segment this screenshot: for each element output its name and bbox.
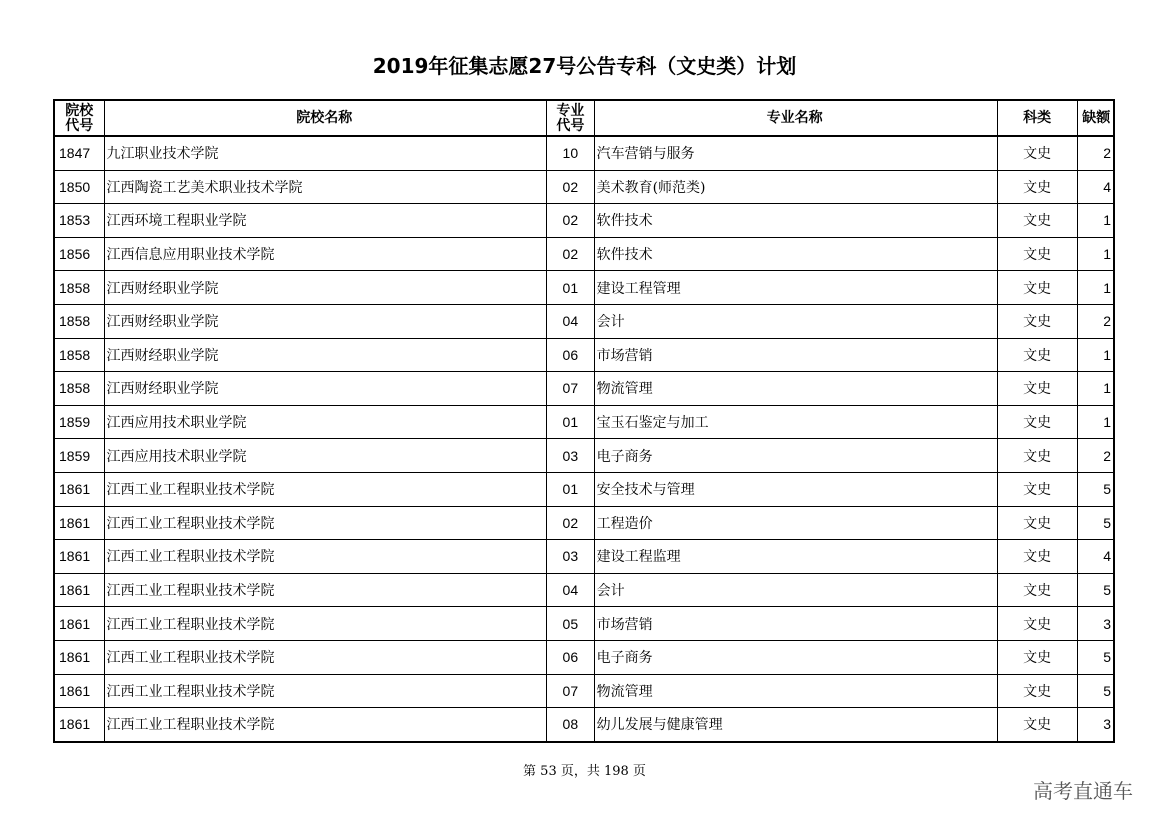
cell-vacancy: 1 (1077, 271, 1114, 305)
cell-major-code: 06 (547, 338, 594, 372)
cell-type: 文史 (997, 573, 1077, 607)
cell-school-name: 江西工业工程职业技术学院 (104, 472, 547, 506)
cell-type: 文史 (997, 271, 1077, 305)
cell-vacancy: 2 (1077, 136, 1114, 170)
cell-vacancy: 3 (1077, 607, 1114, 641)
table-header-row (54, 100, 1114, 136)
cell-vacancy: 1 (1077, 372, 1114, 406)
table-row (54, 204, 1114, 238)
cell-type: 文史 (997, 304, 1077, 338)
header-major-name-text: 专业名称 (766, 109, 823, 126)
cell-type: 文史 (997, 607, 1077, 641)
cell-school-code: 1861 (54, 540, 104, 574)
page-footer: 第 53 页，共 198 页 (523, 764, 646, 779)
table-row (54, 506, 1114, 540)
table-row (54, 607, 1114, 641)
cell-major-code: 01 (547, 472, 594, 506)
table-row (54, 237, 1114, 271)
header-type-text: 科类 (1023, 109, 1052, 126)
cell-type: 文史 (997, 338, 1077, 372)
cell-school-code: 1858 (54, 304, 104, 338)
cell-major-name: 建设工程监理 (594, 540, 997, 574)
cell-school-code: 1858 (54, 372, 104, 406)
cell-type: 文史 (997, 136, 1077, 170)
cell-type: 文史 (997, 372, 1077, 406)
cell-school-code: 1856 (54, 237, 104, 271)
cell-school-code: 1850 (54, 170, 104, 204)
cell-major-code: 07 (547, 372, 594, 406)
header-vacancy-text: 缺额 (1082, 109, 1111, 126)
cell-school-code: 1861 (54, 573, 104, 607)
cell-school-code: 1859 (54, 439, 104, 473)
cell-type: 文史 (997, 540, 1077, 574)
cell-school-code: 1861 (54, 674, 104, 708)
header-major-code (547, 100, 594, 136)
cell-major-name: 安全技术与管理 (594, 472, 997, 506)
table-row (54, 271, 1114, 305)
cell-major-code: 01 (547, 271, 594, 305)
cell-major-code: 03 (547, 540, 594, 574)
cell-major-code: 06 (547, 640, 594, 674)
cell-school-name: 九江职业技术学院 (104, 136, 547, 170)
cell-major-name: 物流管理 (594, 372, 997, 406)
cell-major-name: 工程造价 (594, 506, 997, 540)
cell-school-name: 江西信息应用职业技术学院 (104, 237, 547, 271)
cell-major-name: 建设工程管理 (594, 271, 997, 305)
header-major-code-text: 专业 代号 (556, 102, 585, 133)
cell-school-code: 1858 (54, 271, 104, 305)
cell-school-name: 江西财经职业学院 (104, 372, 547, 406)
table-row (54, 472, 1114, 506)
cell-major-name: 宝玉石鉴定与加工 (594, 405, 997, 439)
cell-school-name: 江西陶瓷工艺美术职业技术学院 (104, 170, 547, 204)
cell-school-code: 1861 (54, 708, 104, 742)
cell-major-name: 会计 (594, 573, 997, 607)
cell-major-name: 会计 (594, 304, 997, 338)
cell-vacancy: 1 (1077, 405, 1114, 439)
cell-type: 文史 (997, 405, 1077, 439)
cell-vacancy: 2 (1077, 304, 1114, 338)
cell-school-name: 江西工业工程职业技术学院 (104, 708, 547, 742)
cell-major-name: 市场营销 (594, 338, 997, 372)
cell-school-name: 江西财经职业学院 (104, 304, 547, 338)
cell-type: 文史 (997, 472, 1077, 506)
cell-vacancy: 5 (1077, 674, 1114, 708)
cell-school-name: 江西财经职业学院 (104, 338, 547, 372)
cell-school-code: 1853 (54, 204, 104, 238)
table-row (54, 573, 1114, 607)
cell-school-code: 1861 (54, 472, 104, 506)
table-row (54, 439, 1114, 473)
cell-type: 文史 (997, 708, 1077, 742)
table-row (54, 674, 1114, 708)
cell-school-code: 1858 (54, 338, 104, 372)
header-type (997, 100, 1077, 136)
cell-vacancy: 5 (1077, 506, 1114, 540)
cell-type: 文史 (997, 204, 1077, 238)
cell-type: 文史 (997, 439, 1077, 473)
table-row (54, 372, 1114, 406)
table-row (54, 338, 1114, 372)
cell-vacancy: 2 (1077, 439, 1114, 473)
header-school-name-text: 院校名称 (296, 109, 353, 126)
cell-major-name: 电子商务 (594, 439, 997, 473)
cell-major-name: 汽车营销与服务 (594, 136, 997, 170)
cell-major-name: 软件技术 (594, 204, 997, 238)
cell-major-code: 08 (547, 708, 594, 742)
cell-school-code: 1847 (54, 136, 104, 170)
cell-school-name: 江西应用技术职业学院 (104, 405, 547, 439)
cell-major-code: 05 (547, 607, 594, 641)
cell-major-name: 美术教育(师范类) (594, 170, 997, 204)
cell-major-code: 10 (547, 136, 594, 170)
cell-major-code: 04 (547, 573, 594, 607)
header-vacancy (1077, 100, 1114, 136)
table-row (54, 405, 1114, 439)
cell-school-code: 1861 (54, 607, 104, 641)
watermark: 高考直通车 (1033, 779, 1133, 803)
cell-vacancy: 5 (1077, 573, 1114, 607)
table-row (54, 708, 1114, 742)
cell-school-name: 江西工业工程职业技术学院 (104, 674, 547, 708)
cell-vacancy: 5 (1077, 640, 1114, 674)
cell-major-code: 02 (547, 204, 594, 238)
header-school-name (104, 100, 547, 136)
cell-school-name: 江西工业工程职业技术学院 (104, 506, 547, 540)
cell-school-name: 江西环境工程职业学院 (104, 204, 547, 238)
page-title: 2019年征集志愿27号公告专科（文史类）计划 (372, 54, 797, 78)
cell-vacancy: 5 (1077, 472, 1114, 506)
cell-major-code: 02 (547, 237, 594, 271)
cell-major-name: 物流管理 (594, 674, 997, 708)
cell-major-code: 04 (547, 304, 594, 338)
plan-table (53, 99, 1115, 743)
table-row (54, 170, 1114, 204)
cell-vacancy: 1 (1077, 338, 1114, 372)
header-school-code-text: 院校 代号 (65, 102, 94, 133)
cell-type: 文史 (997, 237, 1077, 271)
table-row (54, 304, 1114, 338)
cell-major-code: 02 (547, 170, 594, 204)
cell-major-code: 01 (547, 405, 594, 439)
cell-school-name: 江西工业工程职业技术学院 (104, 640, 547, 674)
cell-major-name: 软件技术 (594, 237, 997, 271)
cell-type: 文史 (997, 170, 1077, 204)
cell-major-name: 幼儿发展与健康管理 (594, 708, 997, 742)
cell-school-code: 1861 (54, 640, 104, 674)
cell-vacancy: 4 (1077, 170, 1114, 204)
cell-major-name: 市场营销 (594, 607, 997, 641)
table-row (54, 136, 1114, 170)
cell-major-name: 电子商务 (594, 640, 997, 674)
table-row (54, 640, 1114, 674)
cell-school-name: 江西工业工程职业技术学院 (104, 607, 547, 641)
cell-vacancy: 4 (1077, 540, 1114, 574)
cell-school-name: 江西应用技术职业学院 (104, 439, 547, 473)
cell-vacancy: 1 (1077, 237, 1114, 271)
header-major-name (594, 100, 997, 136)
cell-school-code: 1859 (54, 405, 104, 439)
cell-school-name: 江西工业工程职业技术学院 (104, 573, 547, 607)
header-school-code (54, 100, 104, 136)
cell-major-code: 02 (547, 506, 594, 540)
table-body (54, 136, 1114, 742)
cell-type: 文史 (997, 640, 1077, 674)
cell-major-code: 03 (547, 439, 594, 473)
cell-type: 文史 (997, 506, 1077, 540)
table-row (54, 540, 1114, 574)
cell-school-name: 江西财经职业学院 (104, 271, 547, 305)
cell-vacancy: 3 (1077, 708, 1114, 742)
cell-type: 文史 (997, 674, 1077, 708)
cell-school-name: 江西工业工程职业技术学院 (104, 540, 547, 574)
cell-major-code: 07 (547, 674, 594, 708)
cell-vacancy: 1 (1077, 204, 1114, 238)
cell-school-code: 1861 (54, 506, 104, 540)
